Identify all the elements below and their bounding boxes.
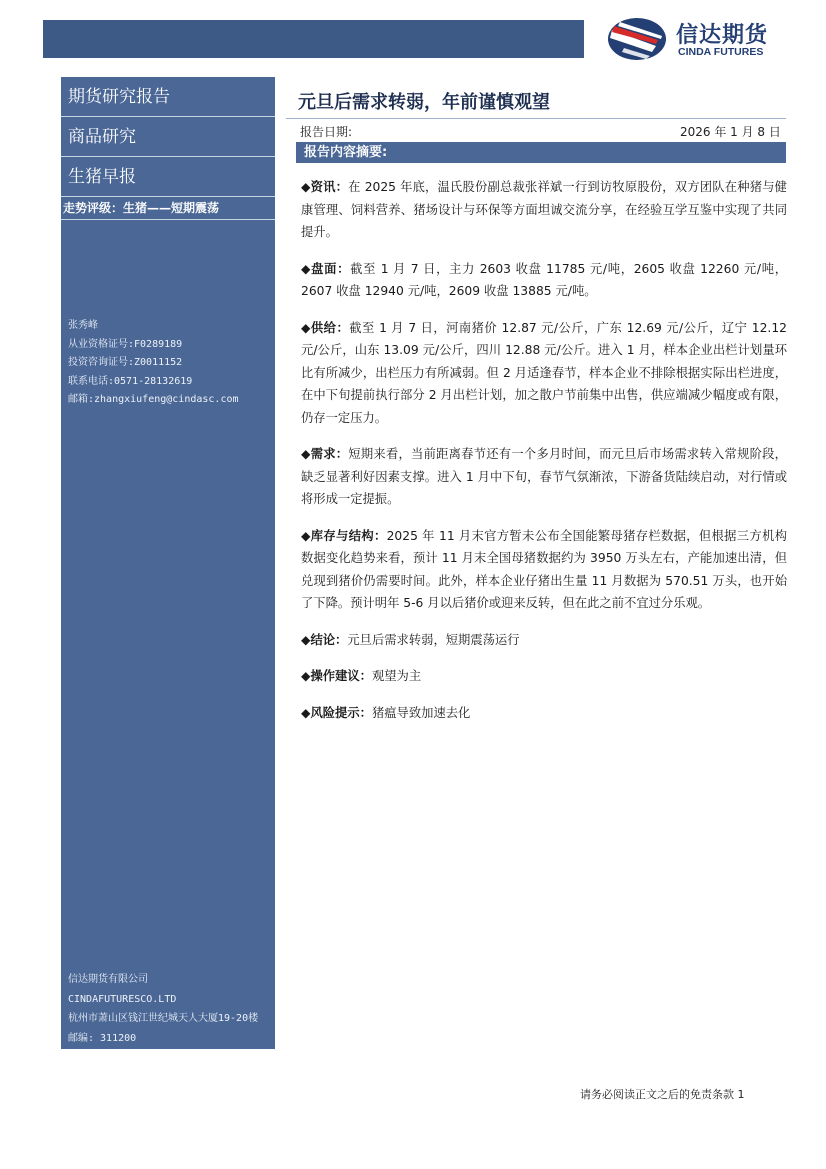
company-info: [68, 970, 258, 1048]
section-text: 截至 1 月 7 日，河南猪价 12.87 元/公斤，广东 12.69 元/公斤，辽宁 12.12 元/公斤，山东 13.09 元/公斤，四川 12.88 元/公斤。进入 1 月，样本企业出栏计划量环比有所减少，出栏压力有所减弱。但 2 月适逢春节，样本企业不排除根据实际出栏进度，在中下旬提前执行部分 2 月出栏计划，加之散户节前集中出售，供应端减少幅度或有限，仍存一定压力。: [301, 320, 787, 425]
sidebar-category: 商品研究: [61, 117, 275, 157]
company-name: 信达期货有限公司: [68, 974, 148, 985]
section-label: ◆盘面：: [301, 261, 351, 276]
analyst-info: [68, 317, 239, 410]
section-risk: [301, 702, 787, 725]
section-label: ◆结论：: [301, 632, 348, 647]
section-demand: [301, 443, 787, 511]
section-label: ◆资讯：: [301, 180, 349, 194]
section-text: 截至 1 月 7 日，主力 2603 收盘 11785 元/吨，2605 收盘 12260 元/吨，2607 收盘 12940 元/吨，2609 收盘 13885 元/吨。: [301, 261, 787, 298]
report-date-value: 2026 年 1 月 8 日: [680, 125, 781, 139]
logo-english-text: CINDA FUTURES: [678, 46, 764, 58]
section-label: ◆需求：: [301, 447, 349, 461]
section-text: 元旦后需求转弱，短期震荡运行: [347, 632, 520, 647]
section-label: ◆库存与结构：: [301, 528, 387, 543]
company-postcode: 邮编: 311200: [68, 1032, 137, 1044]
section-label: ◆操作建议：: [301, 669, 372, 683]
section-inventory: [301, 525, 787, 615]
section-text: 在 2025 年底，温氏股份副总裁张祥斌一行到访牧原股份，双方团队在种猪与健康管理、饲料营养、猪场设计与环保等方面坦诚交流分享，在经验互学互鉴中实现了共同提升。: [301, 180, 787, 239]
analyst-name: 张秀峰: [68, 320, 98, 331]
cinda-logo-icon: [606, 16, 668, 62]
analyst-phone: 联系电话:0571-28132619: [68, 375, 193, 387]
summary-heading: 报告内容摘要:: [296, 142, 786, 163]
sidebar-trend-rating: 走势评级：生猪——短期震荡: [61, 197, 275, 220]
company-name-en: CINDAFUTURESCO.LTD: [68, 993, 177, 1005]
analyst-qualification: 从业资格证号:F0289189: [68, 338, 183, 350]
section-text: 2025 年 11 月末官方暂未公布全国能繁母猪存栏数据，但根据三方机构数据变化趋势来看，预计 11 月末全国母猪数据约为 3950 万头左右，产能加速出清，但兑现到猪价仍需要时间。此外，样本企业仔猪出生量 11 月数据为 570.51 万头，也开始了下降。预计明年 5-6 月以后猪价或迎来反转，但在此之前不宜过分乐观。: [301, 528, 787, 610]
section-text: 观望为主: [371, 669, 422, 683]
sidebar-report-type: 期货研究报告: [61, 77, 275, 117]
report-content: [301, 176, 787, 738]
disclaimer-footer: 请务必阅读正文之后的免责条款 1: [580, 1088, 745, 1101]
report-date-label: 报告日期:: [300, 125, 353, 139]
title-divider: [286, 118, 786, 119]
section-text: 短期来看，当前距离春节还有一个多月时间，而元旦后市场需求转入常规阶段，缺乏显著利好因素支撑。进入 1 月中下旬，春节气氛渐浓，下游备货陆续启动，对行情或将形成一定提振。: [301, 447, 787, 506]
section-text: 猪瘟导致加速去化: [371, 705, 471, 720]
analyst-consulting-id: 投资咨询证号:Z0011152: [68, 357, 183, 368]
report-title: 元旦后需求转弱，年前谨慎观望: [298, 92, 550, 113]
sidebar-report-name: 生猪早报: [61, 157, 275, 197]
section-supply: [301, 317, 787, 430]
section-conclusion: [301, 629, 787, 652]
analyst-email[interactable]: 邮箱:zhangxiufeng@cindasc.com: [68, 394, 239, 405]
sidebar: [61, 77, 275, 1049]
logo-chinese-text: 信达期货: [676, 23, 769, 48]
company-logo: [606, 16, 806, 62]
section-label: ◆风险提示：: [301, 705, 372, 720]
section-news: [301, 176, 787, 244]
section-label: ◆供给：: [301, 320, 350, 335]
section-market: [301, 258, 787, 303]
section-advice: [301, 665, 787, 688]
company-address: 杭州市萧山区钱江世纪城天人大厦19-20楼: [68, 1013, 259, 1024]
header-band: [43, 20, 584, 58]
